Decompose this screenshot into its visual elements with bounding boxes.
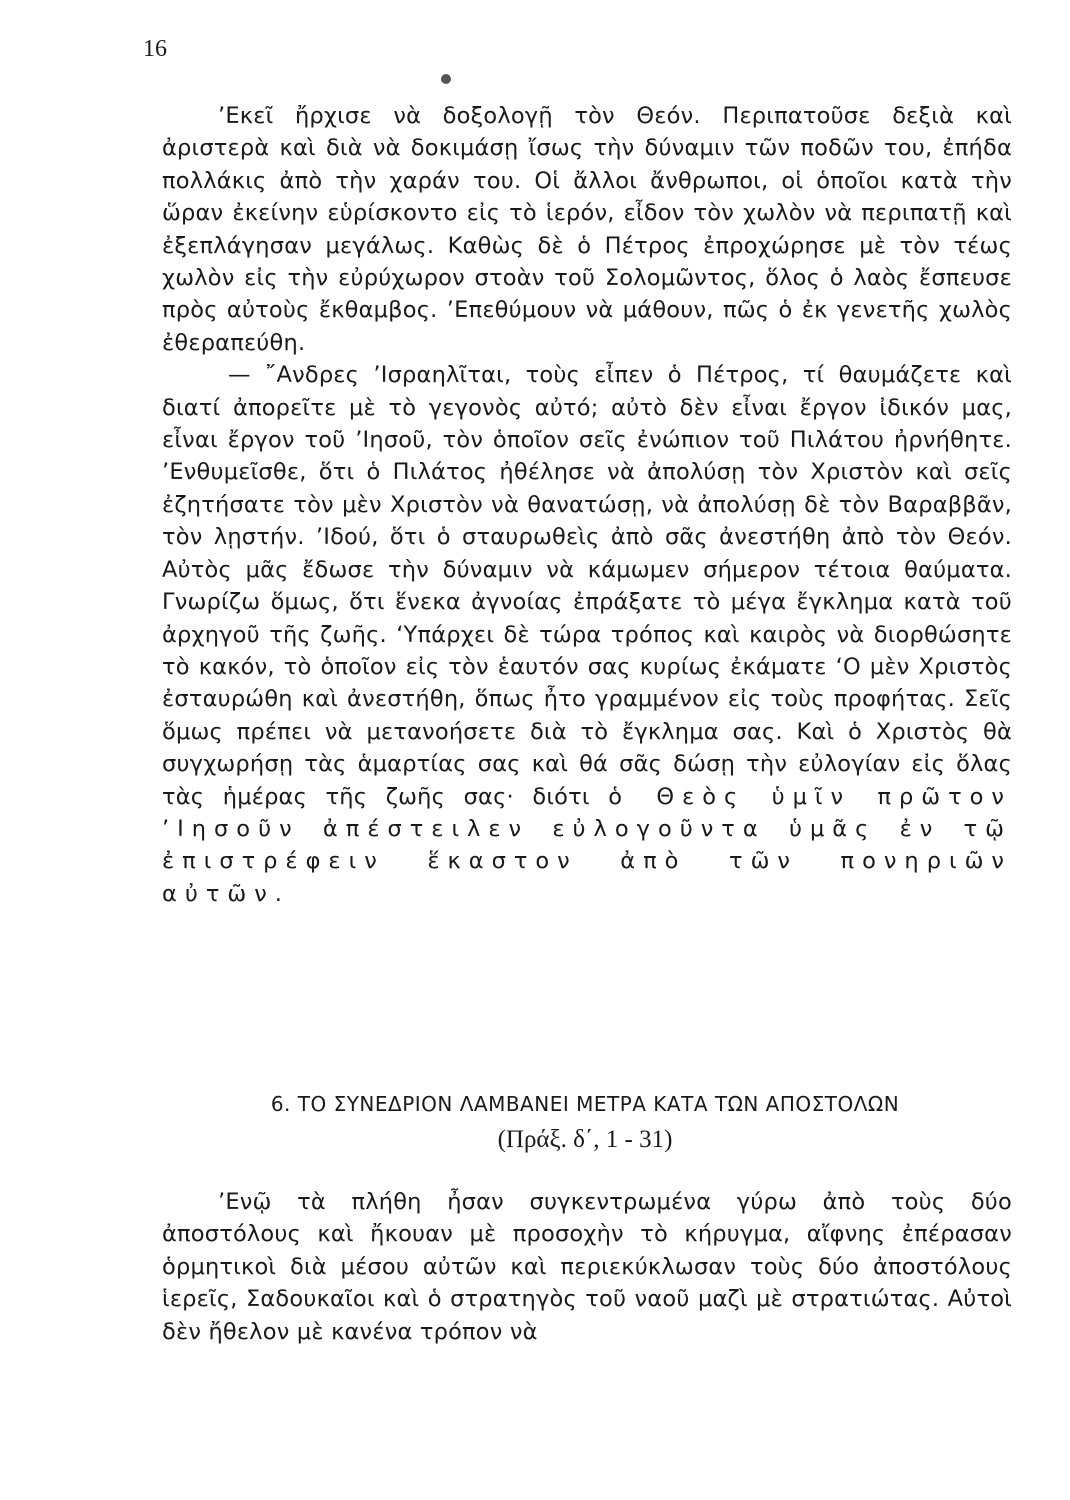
speech-text: — ῎Ανδρες ’Ισραηλῖται, τοὺς εἶπεν ὁ Πέτρος, τί θαυμάζετε καὶ διατί ἀπορεῖτε μὲ τὸ γεγονὸς αὐτό; αὐτὸ δὲν εἶναι ἔργον ἰδικόν μας, εἶναι ἔργον τοῦ ’Ιησοῦ, τὸν ὁποῖον σεῖς ἐνώπιον τοῦ Πιλάτου ἠρνήθητε. ’Ενθυμεῖσθε, ὅτι ὁ Πιλάτος ἠθέλησε νὰ ἀπολύσῃ τὸν Χριστὸν καὶ σεῖς ἐζητήσατε τὸν μὲν Χριστὸν νὰ θανατώσῃ, νὰ ἀπολύσῃ δὲ τὸν Βαραββᾶν, τὸν λῃστήν. ’Ιδού, ὅτι ὁ σταυρωθεὶς ἀπὸ σᾶς ἀνεστήθη ἀπὸ τὸν Θεόν. Αὐτὸς μᾶς ἔδωσε τὴν δύναμιν νὰ κάμωμεν σήμερον τέτοια θαύματα. Γνωρίζω ὅμως, ὅτι ἕνεκα ἀγνοίας ἐπράξατε τὸ μέγα ἔγκλημα κατὰ τοῦ ἀρχηγοῦ τῆς ζωῆς. ‘Υπάρχει δὲ τώρα τρόπος καὶ καιρὸς νὰ διορθώσητε τὸ κακόν, τὸ ὁποῖον εἰς τὸν ἑαυτόν σας κυρίως ἐκάματε ‘Ο μὲν Χριστὸς ἐσταυρώθη καὶ ἀνεστήθη, ὅπως ἦτο γραμμένον εἰς τοὺς προφήτας. Σεῖς ὅμως πρέπει νὰ μετανοήσετε διὰ τὸ ἔγκλημα σας. Καὶ ὁ Χριστὸς θὰ συγχωρήσῃ τὰς ἁμαρτίας σας καὶ θά σᾶς δώσῃ τὴν εὐλογίαν εἰς ὅλας τὰς ἡμέρας τῆς ζωῆς σας· διότι xyxy=(162,362,1012,810)
paragraph-sanhedrin: ’Ενῷ τὰ πλήθη ἦσαν συγκεντρωμένα γύρω ἀπὸ τοὺς δύο ἀποστόλους καὶ ἤκουαν μὲ προσοχὴν τὸ κήρυγμα, αἴφνης ἐπέρασαν ὁρμητικοὶ διὰ μέσου αὐτῶν καὶ περιεκύκλωσαν τοὺς δύο ἀποστόλους ἱερεῖς, Σαδουκαῖοι καὶ ὁ στρατηγὸς τοῦ ναοῦ μαζὶ μὲ στρατιώτας. Αὐτοὶ δὲν ἤθελον μὲ κανένα τρόπον νὰ xyxy=(162,1189,1012,1345)
ornament-dot-icon xyxy=(441,74,451,84)
section-text xyxy=(162,1186,1012,1348)
page-number: 16 xyxy=(143,36,167,62)
section-reference: (Πράξ. δ΄, 1 - 31) xyxy=(497,1126,673,1153)
paragraph-healing: ’Εκεῖ ἤρχισε νὰ δοξολογῇ τὸν Θεόν. Περιπατοῦσε δεξιὰ καὶ ἀριστερὰ καὶ διὰ νὰ δοκιμάσῃ ἴσως τὴν δύναμιν τῶν ποδῶν του, ἐπήδα πολλάκις ἀπὸ τὴν χαράν του. Οἱ ἄλλοι ἄνθρωποι, οἱ ὁποῖοι κατὰ τὴν ὥραν ἐκείνην εὑρίσκοντο εἰς τὸ ἱερόν, εἶδον τὸν χωλὸν νὰ περιπατῇ καὶ ἐξεπλάγησαν μεγάλως. Καθὼς δὲ ὁ Πέτρος ἐπροχώρησε μὲ τὸν τέως χωλὸν εἰς τὴν εὐρύχωρον στοὰν τοῦ Σολομῶντος, ὅλος ὁ λαὸς ἔσπευσε πρὸς αὐτοὺς ἔκθαμβος. ’Επεθύμουν νὰ μάθουν, πῶς ὁ ἐκ γενετῆς χωλὸς ἐθεραπεύθη. xyxy=(162,103,1012,356)
section-heading: 6. ΤΟ ΣΥΝΕΔΡΙΟΝ ΛΑΜΒΑΝΕΙ ΜΕΤΡΑ ΚΑΤΑ ΤΩΝ ΑΠΟΣΤΟΛΩΝ xyxy=(270,1092,900,1116)
main-text xyxy=(162,100,1012,910)
scripture-quote: ὁ Θεὸς ὑμῖν πρῶτον ’Ιησοῦν ἀπέστειλεν εὐλογοῦντα ὑμᾶς ἐν τῷ ἐπιστρέφειν ἕκαστον ἀπὸ τῶν πονηριῶν αὐτῶν. xyxy=(162,783,1012,907)
paragraph-peter-speech xyxy=(162,359,1012,910)
